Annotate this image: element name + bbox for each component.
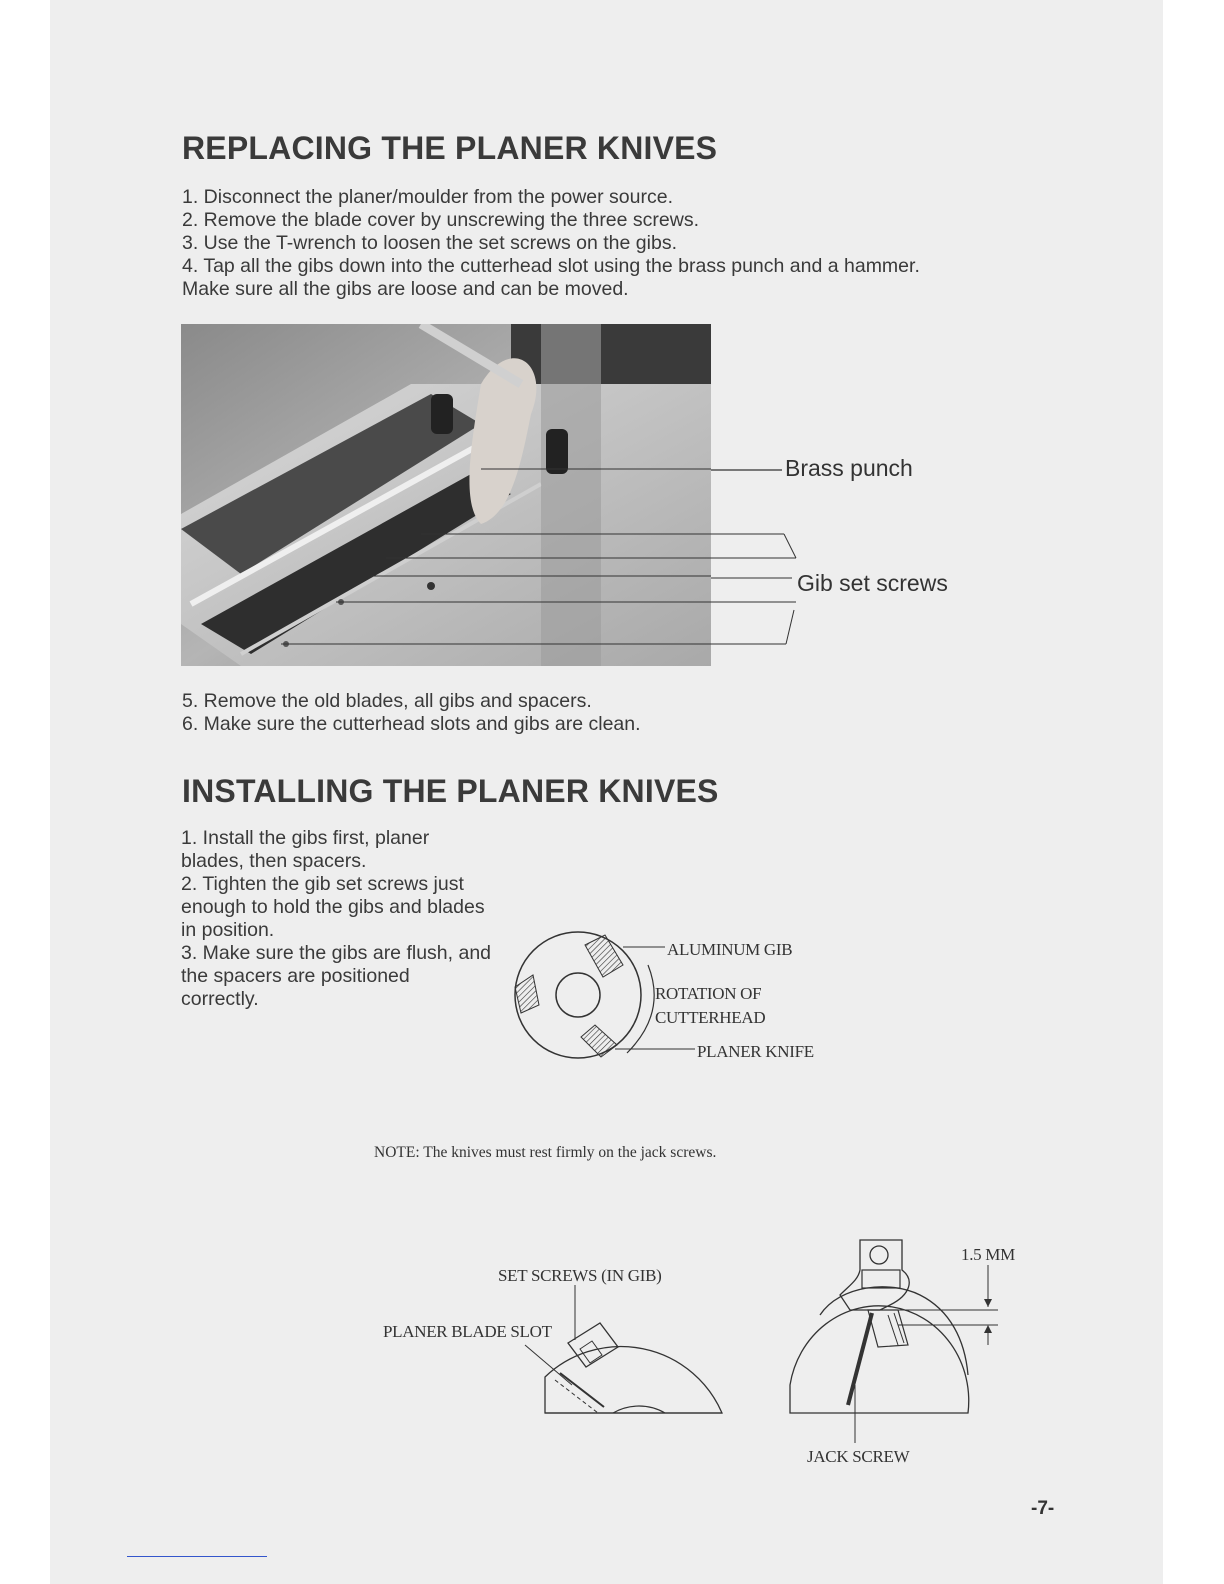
jack-screw-diagram xyxy=(780,1235,1000,1445)
replacing-step-5: 5. Remove the old blades, all gibs and spacers. xyxy=(182,690,592,712)
brass-punch-label: Brass punch xyxy=(785,455,913,481)
replacing-step-3: 3. Use the T-wrench to loosen the set screws on the gibs. xyxy=(182,232,677,254)
set-screws-label: SET SCREWS (IN GIB) xyxy=(498,1266,662,1285)
blade-slot-diagram xyxy=(500,1285,740,1420)
page-number: -7- xyxy=(1031,1498,1055,1519)
installing-step-2: 2. Tighten the gib set screws just enough to hold the gibs and blades in position. xyxy=(181,873,485,941)
installing-step-3: 3. Make sure the gibs are flush, and the spacers are positioned correctly. xyxy=(181,942,492,1010)
callout-lines xyxy=(700,460,820,660)
replacing-step-2: 2. Remove the blade cover by unscrewing the three screws. xyxy=(182,209,700,231)
installing-step-1: 1. Install the gibs first, planer blades, then spacers. xyxy=(181,827,430,872)
jack-screw-note: NOTE: The knives must rest firmly on the jack screws. xyxy=(374,1144,717,1161)
rotation-label-line2: CUTTERHEAD xyxy=(655,1008,766,1027)
planer-blade-slot-label: PLANER BLADE SLOT xyxy=(383,1322,552,1341)
planer-knife-label: PLANER KNIFE xyxy=(697,1042,814,1061)
planer-photo xyxy=(181,324,711,666)
footer-link-line xyxy=(127,1556,267,1557)
replacing-step-1: 1. Disconnect the planer/moulder from the power source. xyxy=(182,186,673,208)
replacing-step-4-cont: Make sure all the gibs are loose and can be moved. xyxy=(182,278,629,300)
gap-label: 1.5 MM xyxy=(961,1245,1015,1264)
jack-screw-label: JACK SCREW xyxy=(807,1447,910,1466)
gib-set-screws-label: Gib set screws xyxy=(797,570,948,596)
aluminum-gib-label: ALUMINUM GIB xyxy=(667,940,793,959)
rotation-label-line1: ROTATION OF xyxy=(655,984,762,1003)
installing-heading: INSTALLING THE PLANER KNIVES xyxy=(182,773,719,809)
replacing-step-4: 4. Tap all the gibs down into the cutterhead slot using the brass punch and a hammer. xyxy=(182,255,920,277)
replacing-heading: REPLACING THE PLANER KNIVES xyxy=(182,130,718,166)
replacing-step-6: 6. Make sure the cutterhead slots and gibs are clean. xyxy=(182,713,641,735)
